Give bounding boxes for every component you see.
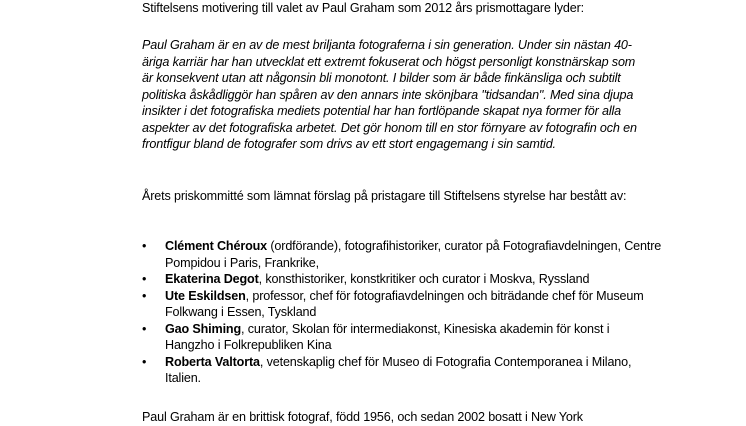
member-name: Ute Eskildsen <box>165 288 246 303</box>
bullet-icon: • <box>142 288 147 303</box>
member-description: , professor, chef för fotografiavdelningen och biträdande chef för Museum Folkwang i Essen, Tyskland <box>165 288 644 319</box>
member-description: , curator, Skolan för intermediakonst, Kinesiska akademin för konst i Hangzho i Folkrepubliken Kina <box>165 321 610 352</box>
bullet-icon: • <box>142 239 147 253</box>
member-name: Ekaterina Degot <box>165 272 259 286</box>
member-name: Clément Chéroux <box>165 239 268 253</box>
bio-paragraph: Paul Graham är en brittisk fotograf, född 1956, och sedan 2002 bosatt i New York <box>142 410 583 424</box>
member-description: , vetenskaplig chef för Museo di Fotografia Contemporanea i Milano, Italien. <box>165 354 632 385</box>
motivation-quote: Paul Graham är en av de mest briljanta fotograferna i sin generation. Under sin nästan 40-äriga karriär har han utvecklat ett extremt fokuserat och högst personligt konstnärskap som är konsekvent utan att någonsin bli monotont. I bilder som är både finkänsliga och subtilt politiska åskådliggör han spåren av den annars inte skönjbara "tidsandan". Med sina djupa insikter i det fotografiska mediets potential har han fortlöpande skapat nya former för alla aspekter av det fotografiska arbetet. Det gör honom till en stor förnyare av fotografin och en frontfigur bland de fotografer som drivs av ett stort engagemang i sin samtid. <box>142 38 637 151</box>
list-item <box>142 321 662 354</box>
list-item <box>142 238 662 271</box>
member-name: Roberta Valtorta <box>165 354 260 369</box>
member-name: Gao Shiming <box>165 321 242 336</box>
list-item <box>142 288 662 321</box>
committee-intro-paragraph: Årets priskommitté som lämnat förslag på pristagare till Stiftelsens styrelse har bestått av: <box>142 189 627 203</box>
committee-list <box>142 238 662 387</box>
member-description: , konsthistoriker, konstkritiker och curator i Moskva, Ryssland <box>258 272 590 286</box>
bullet-icon: • <box>142 321 147 336</box>
intro-paragraph: Stiftelsens motivering till valet av Paul Graham som 2012 års prismottagare lyder: <box>142 1 584 15</box>
bullet-icon: • <box>142 272 147 286</box>
bullet-icon: • <box>142 354 147 369</box>
member-description: (ordförande), fotografihistoriker, curator på Fotografiavdelningen, Centre Pompidou i Paris, Frankrike, <box>165 239 662 270</box>
list-item <box>142 354 662 387</box>
list-item <box>142 271 662 288</box>
